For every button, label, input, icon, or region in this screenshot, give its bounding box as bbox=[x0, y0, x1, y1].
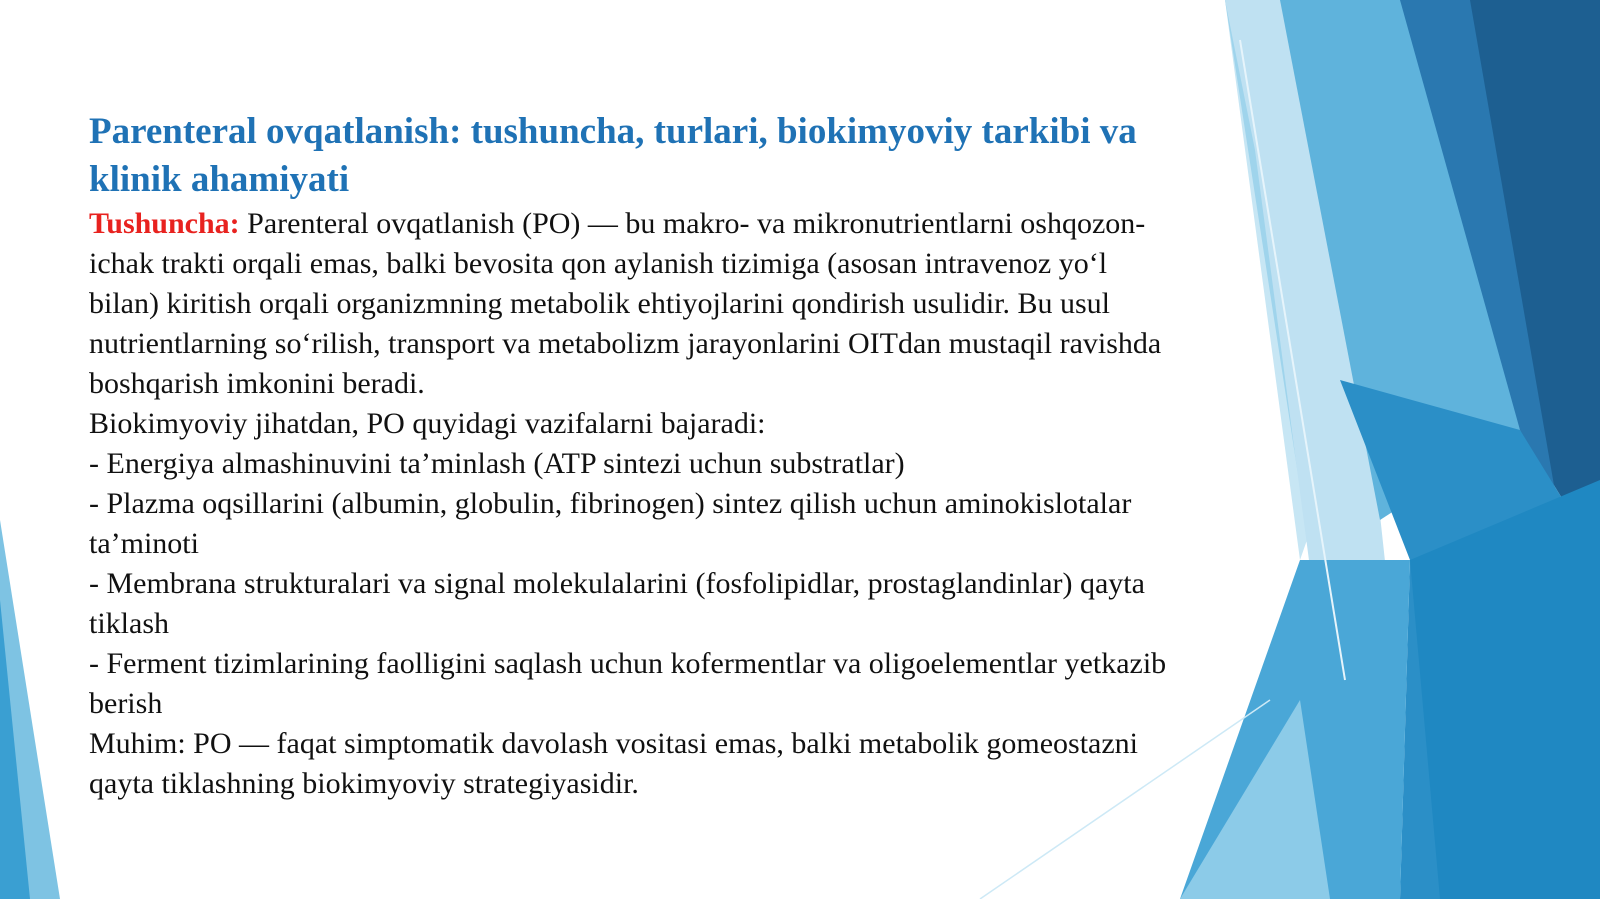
functions-intro: Biokimyoviy jihatdan, PO quyidagi vazifalarni bajaradi: bbox=[89, 407, 766, 440]
slide-title: Parenteral ovqatlanish: tushuncha, turlari, biokimyoviy tarkibi va klinik ahamiyati bbox=[89, 111, 1137, 200]
definition-label: Tushuncha: bbox=[89, 207, 240, 240]
function-item: - Ferment tizimlarining faolligini saqlash uchun kofermentlar va oligoelementlar yetkazib berish bbox=[89, 647, 1167, 720]
definition-paragraph bbox=[89, 204, 1169, 404]
definition-text: Parenteral ovqatlanish (PO) — bu makro- va mikronutrientlarni oshqozon-ichak trakti orqali emas, balki bevosita qon aylanish tizimiga (asosan intravenoz yo‘l bilan) kiritish orqali organizmning metabolik ehtiyojlarini qondirish usulidir. Bu usul nutrientlarning so‘rilish, transport va metabolizm jarayonlarini OITdan mustaqil ravishda boshqarish imkonini beradi. bbox=[89, 207, 1162, 400]
conclusion-paragraph: Muhim: PO — faqat simptomatik davolash vositasi emas, balki metabolik gomeostazni qayta tiklashning biokimyoviy strategiyasidir. bbox=[89, 727, 1139, 800]
function-item: - Membrana strukturalari va signal molekulalarini (fosfolipidlar, prostaglandinlar) qayta tiklash bbox=[89, 567, 1145, 640]
function-item: - Plazma oqsillarini (albumin, globulin, fibrinogen) sintez qilish uchun aminokislotalar ta’minoti bbox=[89, 487, 1132, 560]
function-item: - Energiya almashinuvini ta’minlash (ATP sintezi uchun substratlar) bbox=[89, 447, 905, 480]
slide-content bbox=[89, 108, 1169, 804]
slide-body bbox=[89, 204, 1169, 804]
